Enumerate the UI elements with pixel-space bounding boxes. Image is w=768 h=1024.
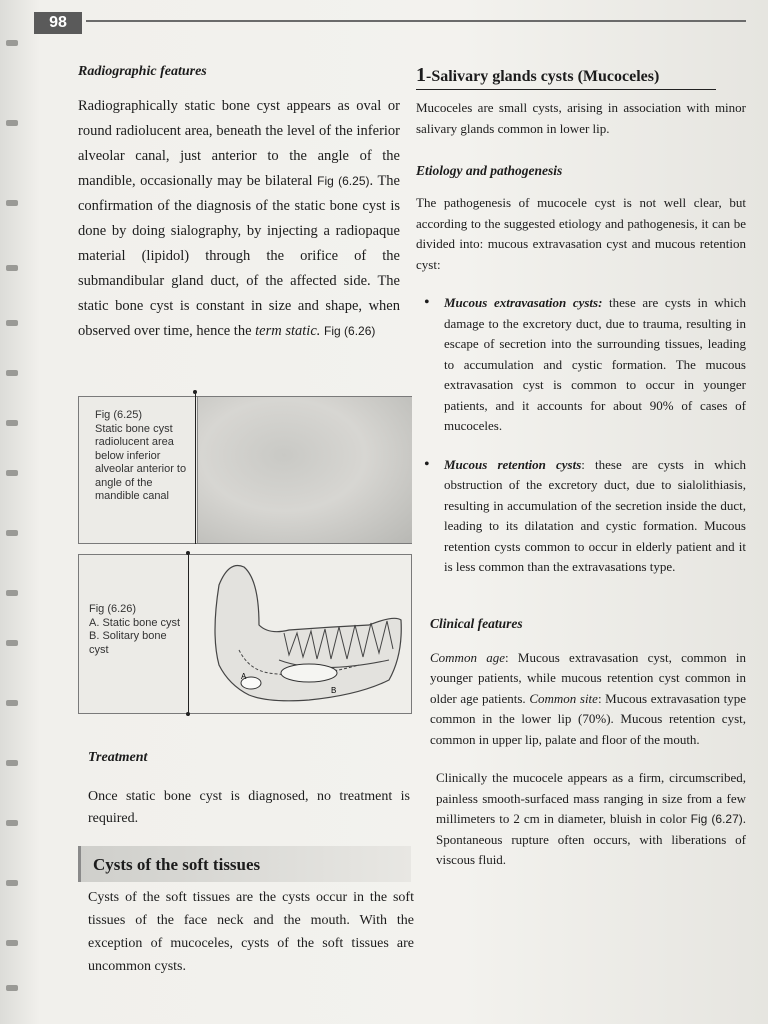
treatment-section (88, 750, 410, 830)
mandible-illustration (189, 555, 411, 713)
clinical-description (436, 768, 746, 871)
treatment-heading: Treatment (88, 750, 148, 765)
clinical-text-2: . Spontaneous rupture often occurs, with liberations of viscous fluid. (436, 811, 746, 867)
title-text: -Salivary glands cysts (Mucoceles) (426, 68, 660, 85)
figure-6-25 (78, 396, 412, 544)
common-site-label: Common site (529, 690, 598, 706)
list-item (416, 293, 746, 437)
bullet-term-extravasation: Mucous extravasation cysts: (444, 295, 603, 310)
header-rule (86, 20, 746, 22)
common-age-label: Common age (430, 649, 505, 665)
title-underline (416, 89, 716, 90)
right-column (416, 64, 746, 871)
fig-ref-6-26: Fig (6.26) (324, 324, 376, 338)
radiographic-heading: Radiographic features (78, 64, 207, 79)
figure-divider (195, 392, 196, 544)
treatment-paragraph: Once static bone cyst is diagnosed, no treatment is required. (88, 789, 410, 826)
clinical-text-1: Clinically the mucocele appears as a firm, circumscribed, painless smooth-surfaced mass ranging in size from a few millimeters to 2 cm in diameter, bluish in color (436, 770, 746, 826)
fig-6-26-caption: Fig (6.26) A. Static bone cyst B. Solitary bone cyst (89, 603, 181, 656)
label-a: A (241, 672, 247, 681)
cyst-type-list (416, 293, 746, 578)
fig-6-25-caption: Fig (6.25) Static bone cyst radiolucent area below inferior alveolar anterior to angle of the mandible canal (95, 409, 187, 502)
radio-text-2: . The confirmation of the diagnosis of the static bone cyst is done by doing sialography, by injecting a radiopaque material (lipidol) through the orifice of the submandibular gland duct, of the affected side. The static bone cyst is constant in size and shape, when observed over time, hence the (78, 173, 400, 339)
etiology-paragraph: The pathogenesis of mucocele cyst is not well clear, but according to the suggested etiology and pathogenesis, it can be divided into: mucous extravasation cyst and mucous retention cyst: (416, 195, 746, 272)
divider-dot-3 (186, 712, 190, 716)
term-static: term static. (255, 323, 321, 339)
mucocele-intro: Mucoceles are small cysts, arising in association with minor salivary glands common in lower lip. (416, 100, 746, 136)
fig-ref-6-27: Fig (6.27) (690, 812, 743, 826)
soft-tissues-heading: Cysts of the soft tissues (93, 855, 261, 874)
soft-tissues-heading-bar (78, 846, 411, 882)
salivary-cysts-title (416, 64, 746, 87)
soft-tissues-section (88, 886, 414, 978)
soft-tissues-paragraph: Cysts of the soft tissues are the cysts occur in the soft tissues of the face neck and the mouth. With the exception of mucoceles, cysts of the soft tissues are uncommon cysts. (88, 890, 414, 974)
figure-6-26 (78, 554, 412, 714)
binding-holes (0, 0, 26, 1024)
fig-ref-6-25: Fig (6.25) (317, 174, 370, 188)
bullet-term-retention: Mucous retention cysts (444, 456, 582, 472)
radiograph-image (197, 397, 412, 543)
left-column (78, 64, 400, 344)
common-site-text: : Mucous extravasation type common in the lower lip (70%). Mucous retention cyst, common in upper lip, palate and floor of the mouth. (430, 690, 746, 747)
divider-dot (193, 390, 197, 394)
figure-divider-2 (188, 552, 189, 716)
label-b: B (331, 686, 337, 695)
list-item (416, 455, 746, 578)
radiographic-paragraph (78, 94, 400, 344)
etiology-heading: Etiology and pathogenesis (416, 163, 563, 178)
clinical-heading: Clinical features (430, 615, 523, 631)
page-number: 98 (34, 12, 82, 34)
bullet-text-retention: : these are cysts in which obstruction of the excretory duct, due to sialolithiasis, resulting in accumulation of the secretion inside the duct, leading to its dilatation and cystic formation. Mucous retention cysts common to occur in elderly patient and it is less common than the extravasations type. (444, 456, 747, 574)
clinical-age-site (430, 648, 746, 751)
title-number: 1 (416, 64, 426, 86)
bullet-text-extravasation: these are cysts in which damage to the excretory duct, due to trauma, resulting in escape of secretion into the surrounding tissues, leading to accumulation and cystic formation. The mucous extravasation cyst is common to occur in younger patients, and it accounts for about 90% of cases of mucoceles. (444, 295, 746, 433)
radio-text-1: Radiographically static bone cyst appears as oval or round radiolucent area, beneath the level of the inferior alveolar canal, just anterior to the angle of the mandible, occasionally may be bilateral (78, 98, 400, 189)
common-age-text: : Mucous extravasation cyst, common in younger patients, while mucous retention cyst common in older age patients. (430, 649, 746, 706)
divider-dot-2 (186, 551, 190, 555)
